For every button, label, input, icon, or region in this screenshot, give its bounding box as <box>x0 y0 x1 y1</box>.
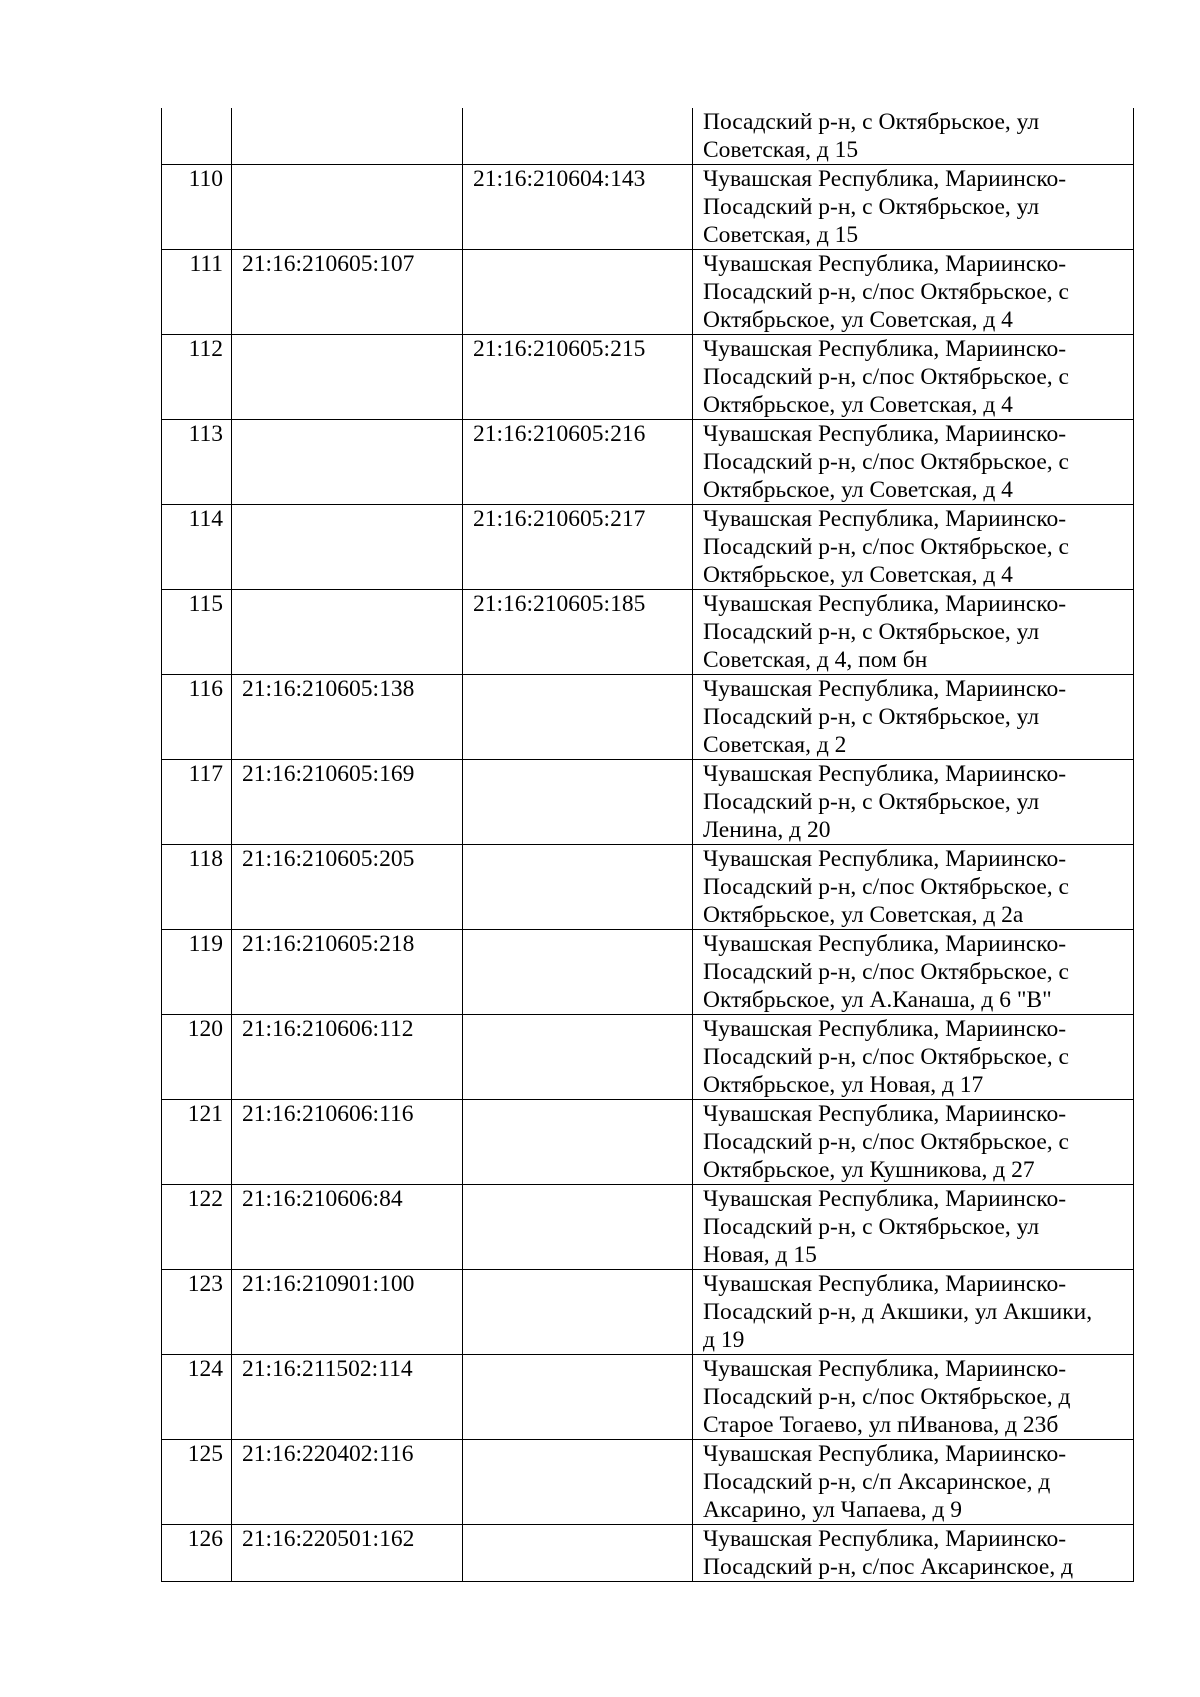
table-row <box>162 1355 1134 1440</box>
row-number: 121 <box>162 1100 232 1185</box>
cadastral-number-building: 21:16:210604:143 <box>463 165 693 250</box>
address-cell: Чувашская Республика, Мариинско- Посадский р-н, с/пос Октябрьское, д Старое Тогаево, ул пИванова, д 23б <box>693 1355 1134 1440</box>
table-row <box>162 250 1134 335</box>
cadastral-number-land: 21:16:210605:218 <box>232 930 463 1015</box>
table-row <box>162 1185 1134 1270</box>
row-number: 113 <box>162 420 232 505</box>
row-number: 123 <box>162 1270 232 1355</box>
cadastral-number-land: 21:16:210605:107 <box>232 250 463 335</box>
cadastral-number-building <box>463 1525 693 1582</box>
cadastral-number-land: 21:16:210901:100 <box>232 1270 463 1355</box>
table-row <box>162 1270 1134 1355</box>
cadastral-number-building <box>463 930 693 1015</box>
address-cell: Чувашская Республика, Мариинско- Посадский р-н, с Октябрьское, ул Советская, д 15 <box>693 165 1134 250</box>
table-row <box>162 675 1134 760</box>
cadastral-number-building <box>463 760 693 845</box>
cadastral-number-building: 21:16:210605:217 <box>463 505 693 590</box>
cadastral-number-land <box>232 335 463 420</box>
address-cell: Чувашская Республика, Мариинско- Посадский р-н, с/пос Октябрьское, с Октябрьское, ул Советская, д 2а <box>693 845 1134 930</box>
cadastral-number-building <box>463 1270 693 1355</box>
row-number: 116 <box>162 675 232 760</box>
address-cell: Чувашская Республика, Мариинско- Посадский р-н, с Октябрьское, ул Советская, д 4, пом бн <box>693 590 1134 675</box>
table-row <box>162 505 1134 590</box>
cadastral-number-building: 21:16:210605:215 <box>463 335 693 420</box>
row-number: 126 <box>162 1525 232 1582</box>
table-row <box>162 108 1134 165</box>
table-row <box>162 1100 1134 1185</box>
cadastral-number-building <box>463 1185 693 1270</box>
cadastral-number-building <box>463 108 693 165</box>
address-cell: Чувашская Республика, Мариинско- Посадский р-н, с/пос Октябрьское, с Октябрьское, ул Новая, д 17 <box>693 1015 1134 1100</box>
row-number <box>162 108 232 165</box>
cadastral-number-land: 21:16:211502:114 <box>232 1355 463 1440</box>
cadastral-number-building: 21:16:210605:185 <box>463 590 693 675</box>
cadastral-number-building <box>463 845 693 930</box>
table-row <box>162 420 1134 505</box>
table-row <box>162 590 1134 675</box>
cadastral-number-land: 21:16:220402:116 <box>232 1440 463 1525</box>
table-row <box>162 335 1134 420</box>
address-cell: Чувашская Республика, Мариинско- Посадский р-н, с/пос Октябрьское, с Октябрьское, ул Советская, д 4 <box>693 250 1134 335</box>
row-number: 122 <box>162 1185 232 1270</box>
cadastral-number-building <box>463 250 693 335</box>
address-cell: Чувашская Республика, Мариинско- Посадский р-н, с Октябрьское, ул Новая, д 15 <box>693 1185 1134 1270</box>
table-body <box>162 108 1134 1582</box>
cadastral-number-land: 21:16:220501:162 <box>232 1525 463 1582</box>
address-cell: Чувашская Республика, Мариинско- Посадский р-н, с/пос Октябрьское, с Октябрьское, ул А.Канаша, д 6 "В" <box>693 930 1134 1015</box>
row-number: 114 <box>162 505 232 590</box>
cadastral-number-land <box>232 590 463 675</box>
table-row <box>162 760 1134 845</box>
table-row <box>162 165 1134 250</box>
cadastral-number-land: 21:16:210606:116 <box>232 1100 463 1185</box>
address-cell: Чувашская Республика, Мариинско- Посадский р-н, с/пос Октябрьское, с Октябрьское, ул Советская, д 4 <box>693 335 1134 420</box>
cadastral-number-land: 21:16:210606:112 <box>232 1015 463 1100</box>
address-cell: Чувашская Республика, Мариинско- Посадский р-н, с/п Аксаринское, д Аксарино, ул Чапаева, д 9 <box>693 1440 1134 1525</box>
cadastral-number-land <box>232 505 463 590</box>
cadastral-number-building <box>463 1015 693 1100</box>
address-cell: Посадский р-н, с Октябрьское, ул Советская, д 15 <box>693 108 1134 165</box>
cadastral-number-land <box>232 165 463 250</box>
table-row <box>162 930 1134 1015</box>
row-number: 120 <box>162 1015 232 1100</box>
table-row <box>162 1015 1134 1100</box>
row-number: 119 <box>162 930 232 1015</box>
cadastral-number-building <box>463 675 693 760</box>
address-cell: Чувашская Республика, Мариинско- Посадский р-н, с Октябрьское, ул Ленина, д 20 <box>693 760 1134 845</box>
cadastral-number-land: 21:16:210605:138 <box>232 675 463 760</box>
address-cell: Чувашская Республика, Мариинско- Посадский р-н, с/пос Октябрьское, с Октябрьское, ул Кушникова, д 27 <box>693 1100 1134 1185</box>
cadastral-number-land <box>232 420 463 505</box>
row-number: 117 <box>162 760 232 845</box>
row-number: 115 <box>162 590 232 675</box>
cadastral-number-land: 21:16:210605:205 <box>232 845 463 930</box>
cadastral-number-building: 21:16:210605:216 <box>463 420 693 505</box>
cadastral-number-building <box>463 1100 693 1185</box>
address-cell: Чувашская Республика, Мариинско- Посадский р-н, д Акшики, ул Акшики, д 19 <box>693 1270 1134 1355</box>
table-row <box>162 1525 1134 1582</box>
property-table <box>161 108 1134 1582</box>
row-number: 125 <box>162 1440 232 1525</box>
row-number: 118 <box>162 845 232 930</box>
cadastral-number-building <box>463 1355 693 1440</box>
cadastral-number-land <box>232 108 463 165</box>
address-cell: Чувашская Республика, Мариинско- Посадский р-н, с/пос Октябрьское, с Октябрьское, ул Советская, д 4 <box>693 420 1134 505</box>
row-number: 124 <box>162 1355 232 1440</box>
table-row <box>162 845 1134 930</box>
address-cell: Чувашская Республика, Мариинско- Посадский р-н, с/пос Октябрьское, с Октябрьское, ул Советская, д 4 <box>693 505 1134 590</box>
row-number: 111 <box>162 250 232 335</box>
cadastral-number-building <box>463 1440 693 1525</box>
row-number: 112 <box>162 335 232 420</box>
address-cell: Чувашская Республика, Мариинско- Посадский р-н, с Октябрьское, ул Советская, д 2 <box>693 675 1134 760</box>
table-row <box>162 1440 1134 1525</box>
row-number: 110 <box>162 165 232 250</box>
cadastral-number-land: 21:16:210606:84 <box>232 1185 463 1270</box>
cadastral-number-land: 21:16:210605:169 <box>232 760 463 845</box>
address-cell: Чувашская Республика, Мариинско- Посадский р-н, с/пос Аксаринское, д <box>693 1525 1134 1582</box>
